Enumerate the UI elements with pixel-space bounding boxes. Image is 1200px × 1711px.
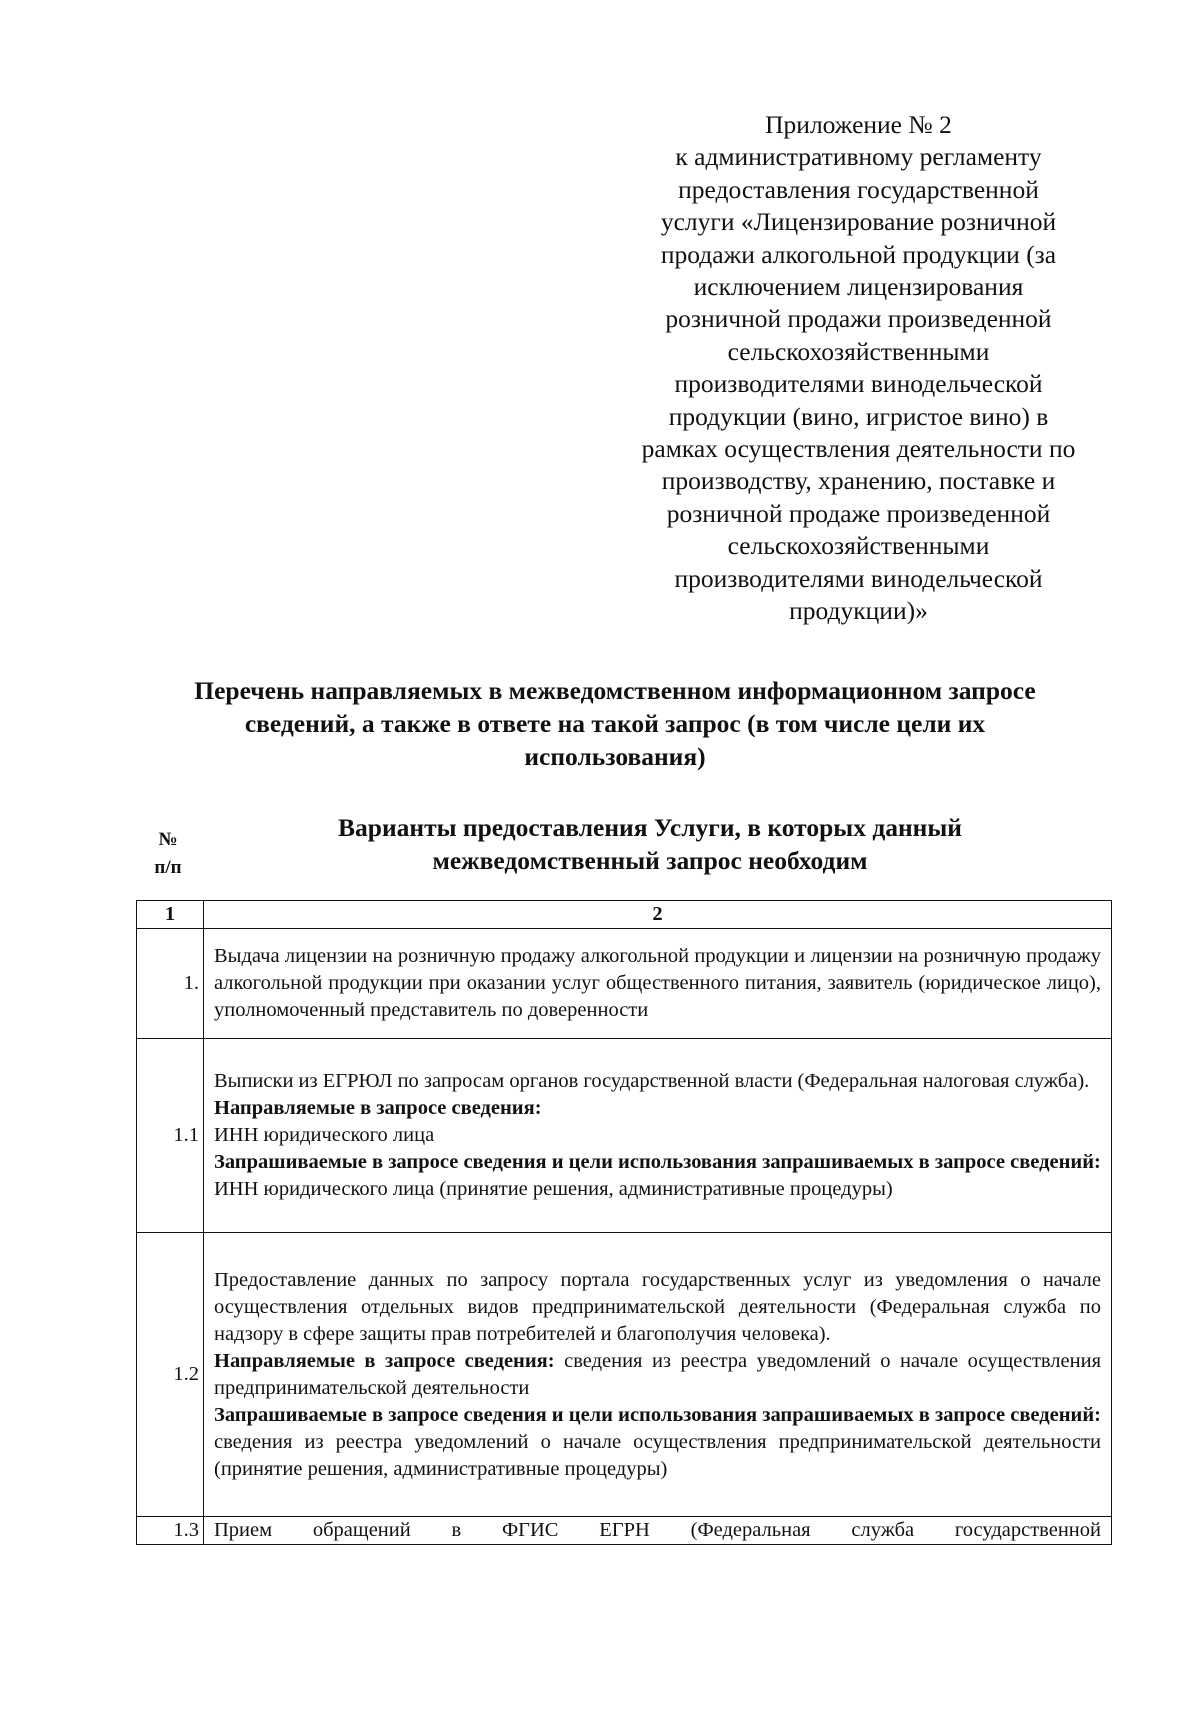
appendix-line: продажи алкогольной продукции (за (660, 239, 1057, 269)
row-number: 1. (137, 929, 204, 1039)
row-source: Выписки из ЕГРЮЛ по запросам органов государственной власти (Федеральная налоговая служба). (214, 1070, 1090, 1092)
appendix-header (596, 109, 1121, 628)
appendix-line: Приложение № 2 (765, 110, 952, 139)
appendix-line: рамках осуществления деятельности по (641, 434, 1076, 464)
table-header-col1: 1 (137, 901, 204, 929)
row-requested-label: Запрашиваемые в запросе сведения и цели использования запрашиваемых в запросе сведений: (214, 1403, 1101, 1426)
row-sent-value: ИНН юридического лица (214, 1124, 435, 1146)
appendix-line: исключением лицензирования (693, 272, 1024, 302)
appendix-line: продукции)» (789, 596, 928, 626)
row-content (204, 1233, 1112, 1517)
appendix-line: производству, хранению, поставке и (661, 466, 1056, 496)
document-title (120, 674, 1110, 773)
column-header-variants-line2: межведомственный запрос необходим (432, 846, 868, 875)
row-sent-value: сведения из реестра уведомлений о начале осуществления предпринимательской деятельности (214, 1349, 1102, 1399)
table-row (137, 1039, 1112, 1233)
table-header-col2: 2 (204, 901, 1112, 929)
row-requested (214, 1402, 1101, 1483)
row-sent-label: Направляемые в запросе сведения: (214, 1097, 542, 1119)
appendix-line: сельскохозяйственными (727, 531, 990, 561)
appendix-line: продукции (вино, игристое вино) в (668, 401, 1049, 431)
appendix-line: предоставления государственной (678, 174, 1039, 204)
appendix-line: производителями винодельческой (674, 369, 1043, 399)
row-content (204, 1039, 1112, 1233)
appendix-line: производителями винодельческой (674, 563, 1043, 593)
appendix-line: сельскохозяйственными (727, 336, 990, 366)
column-header-number-line2: п/п (154, 857, 182, 878)
row-requested-label: Запрашиваемые в запросе сведения и цели использования запрашиваемых в запросе сведений: (214, 1151, 1101, 1173)
row-sent (214, 1348, 1101, 1402)
table-header-row (137, 901, 1112, 929)
title-line: Перечень направляемых в межведомственном информационном запросе (194, 676, 1036, 705)
title-line: сведений, а также в ответе на такой запрос (в том числе цели их (244, 709, 986, 738)
column-header-number-line1: № (158, 829, 178, 850)
appendix-line: розничной продажи произведенной (665, 304, 1052, 334)
row-text: Прием обращений в ФГИС ЕГРН (Федеральная служба государственной (204, 1517, 1112, 1545)
table-row (137, 1517, 1112, 1545)
column-header-variants-line1: Варианты предоставления Услуги, в которых данный (338, 813, 962, 842)
table-row (137, 929, 1112, 1039)
row-number: 1.3 (137, 1517, 204, 1545)
row-sent-label: Направляемые в запросе сведения: (214, 1349, 555, 1372)
appendix-line: розничной продаже произведенной (666, 498, 1051, 528)
row-text: Выдача лицензии на розничную продажу алкогольной продукции и лицензии на розничную продажу алкогольной продукции при оказании услуг общественного питания, заявитель (юридическое лицо), уполномоченный представитель по доверенности (204, 929, 1112, 1039)
title-line: использования) (524, 742, 706, 771)
table-row (137, 1233, 1112, 1517)
appendix-line: к административному регламенту (675, 142, 1042, 172)
column-header-number (130, 826, 206, 882)
services-table (136, 900, 1112, 1545)
row-number: 1.1 (137, 1039, 204, 1233)
column-header-variants (230, 811, 1070, 877)
row-source: Предоставление данных по запросу портала государственных услуг из уведомления о начале осуществления отдельных видов предпринимательской деятельности (Федеральная служба по надзору в сфере защиты прав потребителей и благополучия человека). (214, 1268, 1101, 1345)
row-number: 1.2 (137, 1233, 204, 1517)
row-requested-value: ИНН юридического лица (принятие решения, административные процедуры) (214, 1178, 893, 1200)
row-requested-value: сведения из реестра уведомлений о начале осуществления предпринимательской деятельности (принятие решения, административные процедуры) (214, 1430, 1101, 1480)
appendix-line: услуги «Лицензирование розничной (660, 207, 1057, 237)
